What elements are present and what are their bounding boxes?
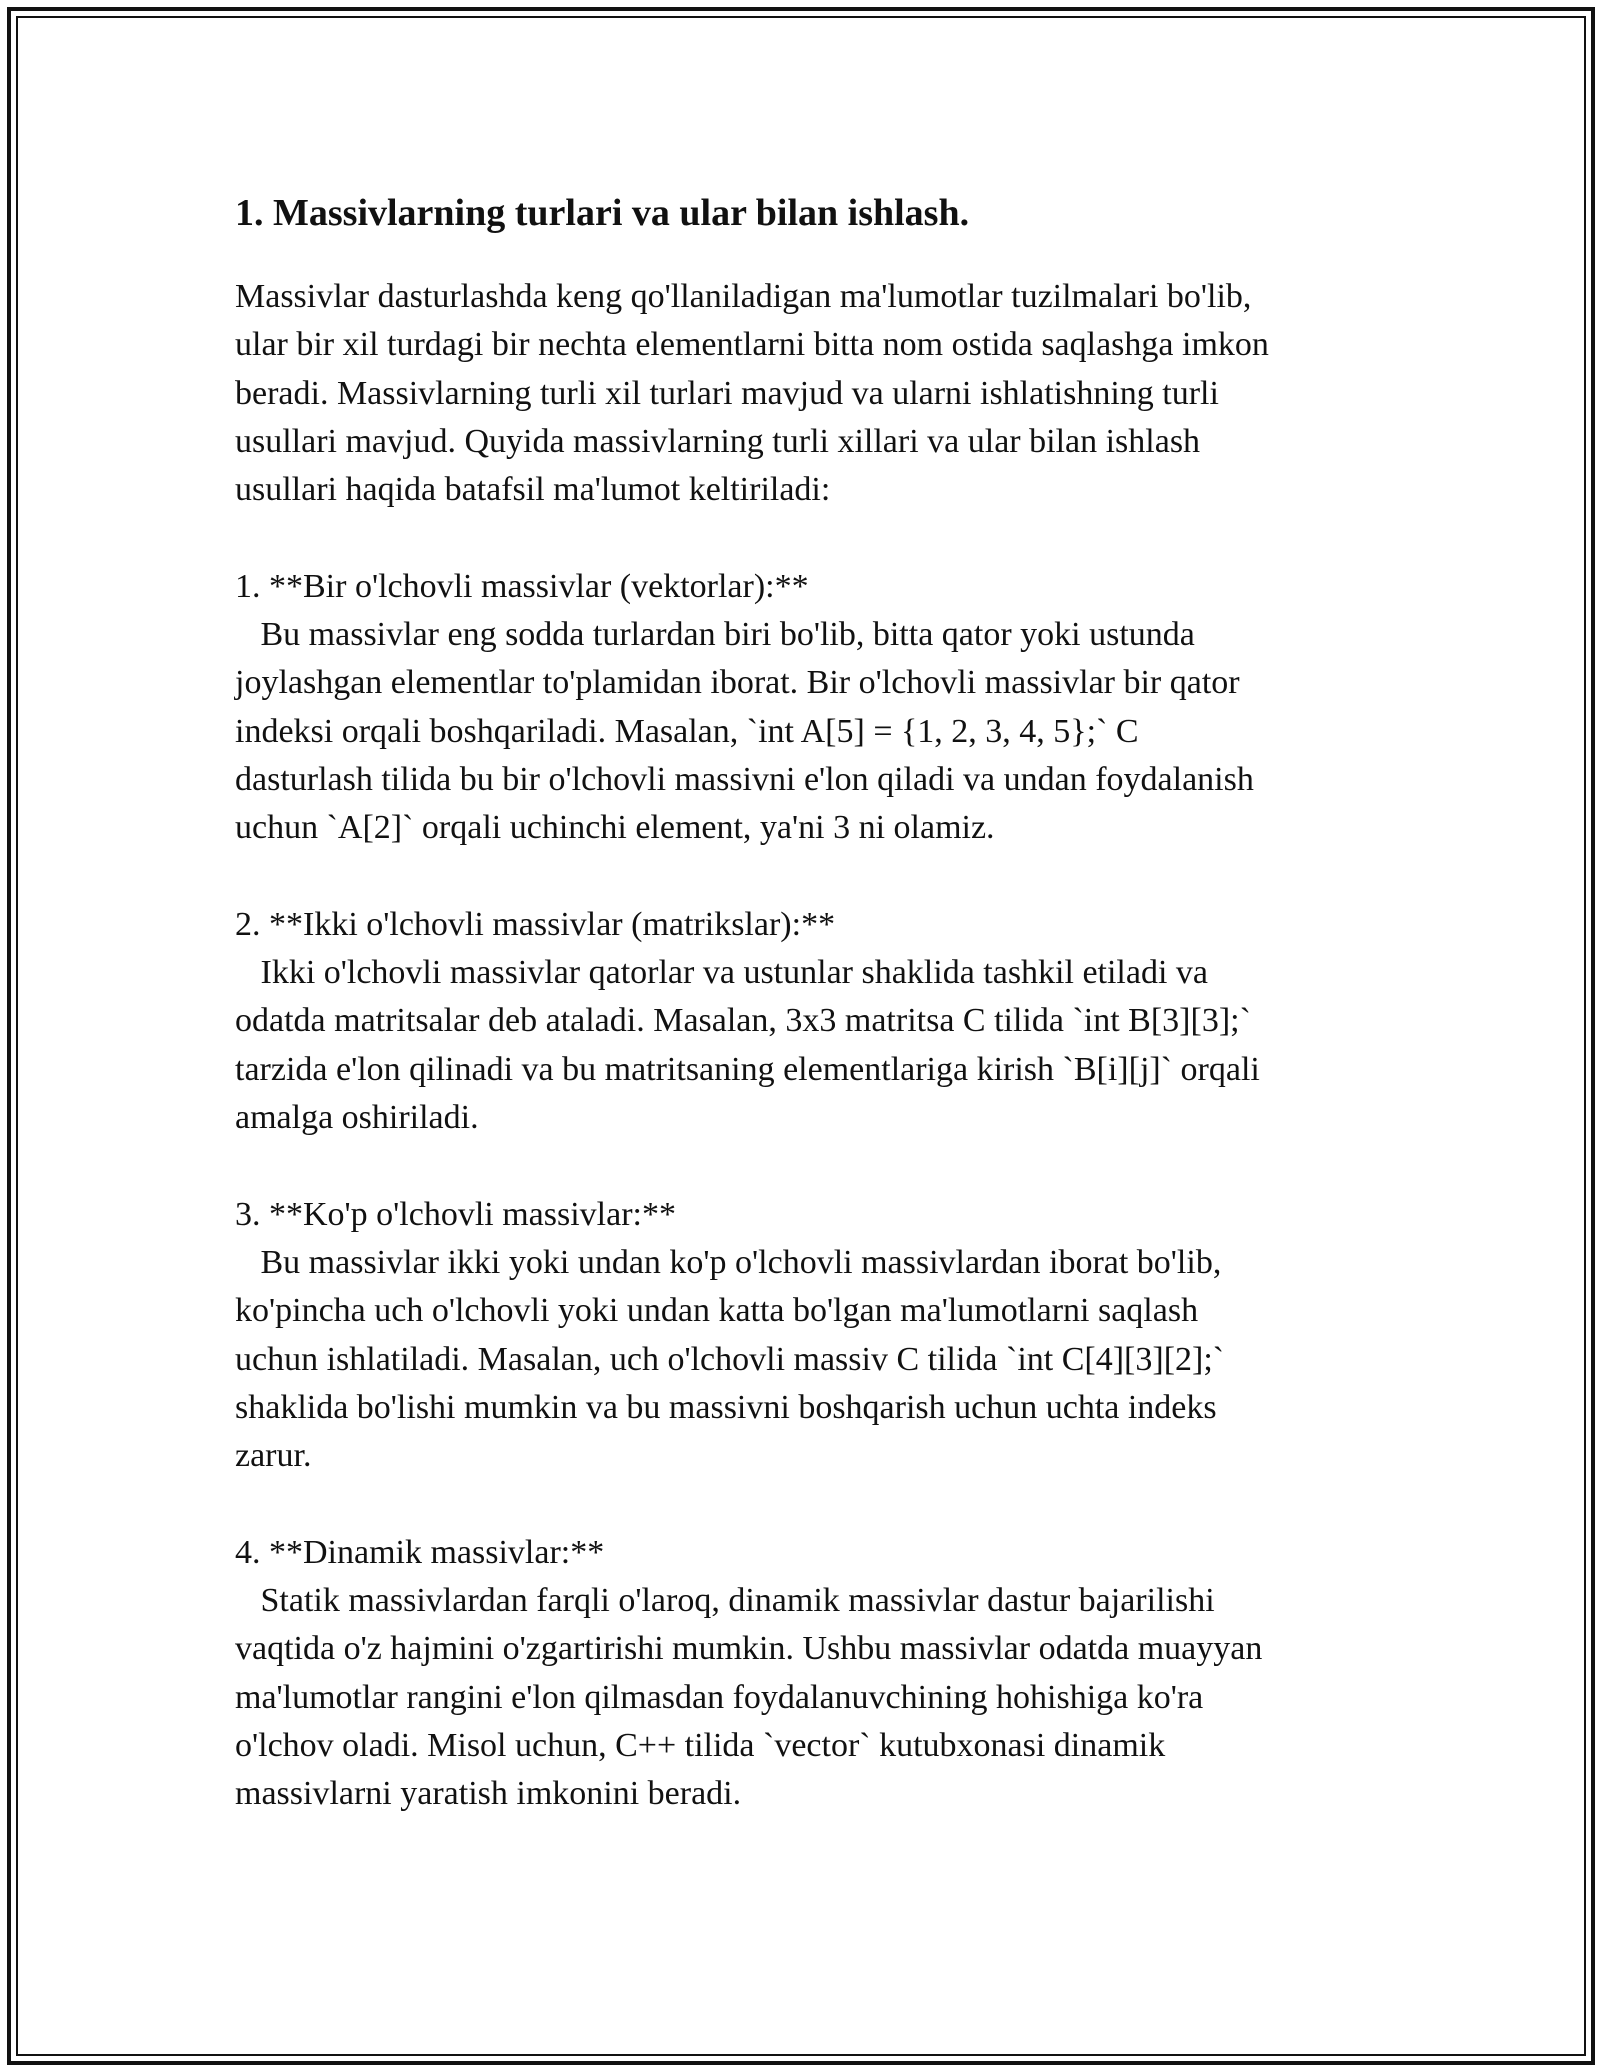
paragraph-spacer [235,514,1375,562]
document-body [235,183,1375,1819]
section-body: Statik massivlardan farqli o'laroq, dinamik massivlar dastur bajarilishi vaqtida o'z hajmini o'zgartirishi mumkin. Ushbu massivlar odatda muayyan ma'lumotlar rangini e'lon qilmasdan foydalanuvchining hohishiga ko'ra o'lchov oladi. Misol uchun, C++ tilida `vector` kutubxonasi dinamik massivlarni yaratish imkonini beradi. [235,1582,1263,1813]
section-body: Ikki o'lchovli massivlar qatorlar va ustunlar shaklida tashkil etiladi va odatda matritsalar deb ataladi. Masalan, 3x3 matritsa C tilida `int B[3][3];` tarzida e'lon qilinadi va bu matritsaning elementlariga kirish `B[i][j]` orqali amalga oshiriladi. [235,954,1260,1137]
section-heading: 2. **Ikki o'lchovli massivlar (matrikslar):** [235,905,836,943]
section-heading: 4. **Dinamik massivlar:** [235,1533,605,1571]
section-3 [235,1191,1375,1481]
section-heading: 1. **Bir o'lchovli massivlar (vektorlar):** [235,567,809,605]
section-1 [235,563,1375,853]
document-title: 1. Massivlarning turlari va ular bilan ishlash. [235,192,970,234]
section-heading: 3. **Ko'p o'lchovli massivlar:** [235,1195,676,1233]
paragraph-spacer [235,853,1375,901]
paragraph-spacer [235,1480,1375,1528]
paragraph-spacer [235,1142,1375,1190]
section-body: Bu massivlar eng sodda turlardan biri bo'lib, bitta qator yoki ustunda joylashgan elementlar to'plamidan iborat. Bir o'lchovli massivlar bir qator indeksi orqali boshqariladi. Masalan, `int A[5] = {1, 2, 3, 4, 5};` C dasturlash tilida bu bir o'lchovli massivni e'lon qiladi va undan foydalanish uchun `A[2]` orqali uchinchi element, ya'ni 3 ni olamiz. [235,616,1254,847]
section-4 [235,1529,1375,1819]
section-2 [235,901,1375,1142]
intro-paragraph: Massivlar dasturlashda keng qo'llaniladigan ma'lumotlar tuzilmalari bo'lib, ular bir xil turdagi bir nechta elementlarni bitta nom ostida saqlashga imkon beradi. Massivlarning turli xil turlari mavjud va ularni ishlatishning turli usullari mavjud. Quyida massivlarning turli xillari va ular bilan ishlash usullari haqida batafsil ma'lumot keltiriladi: [235,278,1269,509]
section-body: Bu massivlar ikki yoki undan ko'p o'lchovli massivlardan iborat bo'lib, ko'pincha uch o'lchovli yoki undan katta bo'lgan ma'lumotlarni saqlash uchun ishlatiladi. Masalan, uch o'lchovli massiv C tilida `int C[4][3][2];` shaklida bo'lishi mumkin va bu massivni boshqarish uchun uchta indeks zarur. [235,1243,1225,1475]
